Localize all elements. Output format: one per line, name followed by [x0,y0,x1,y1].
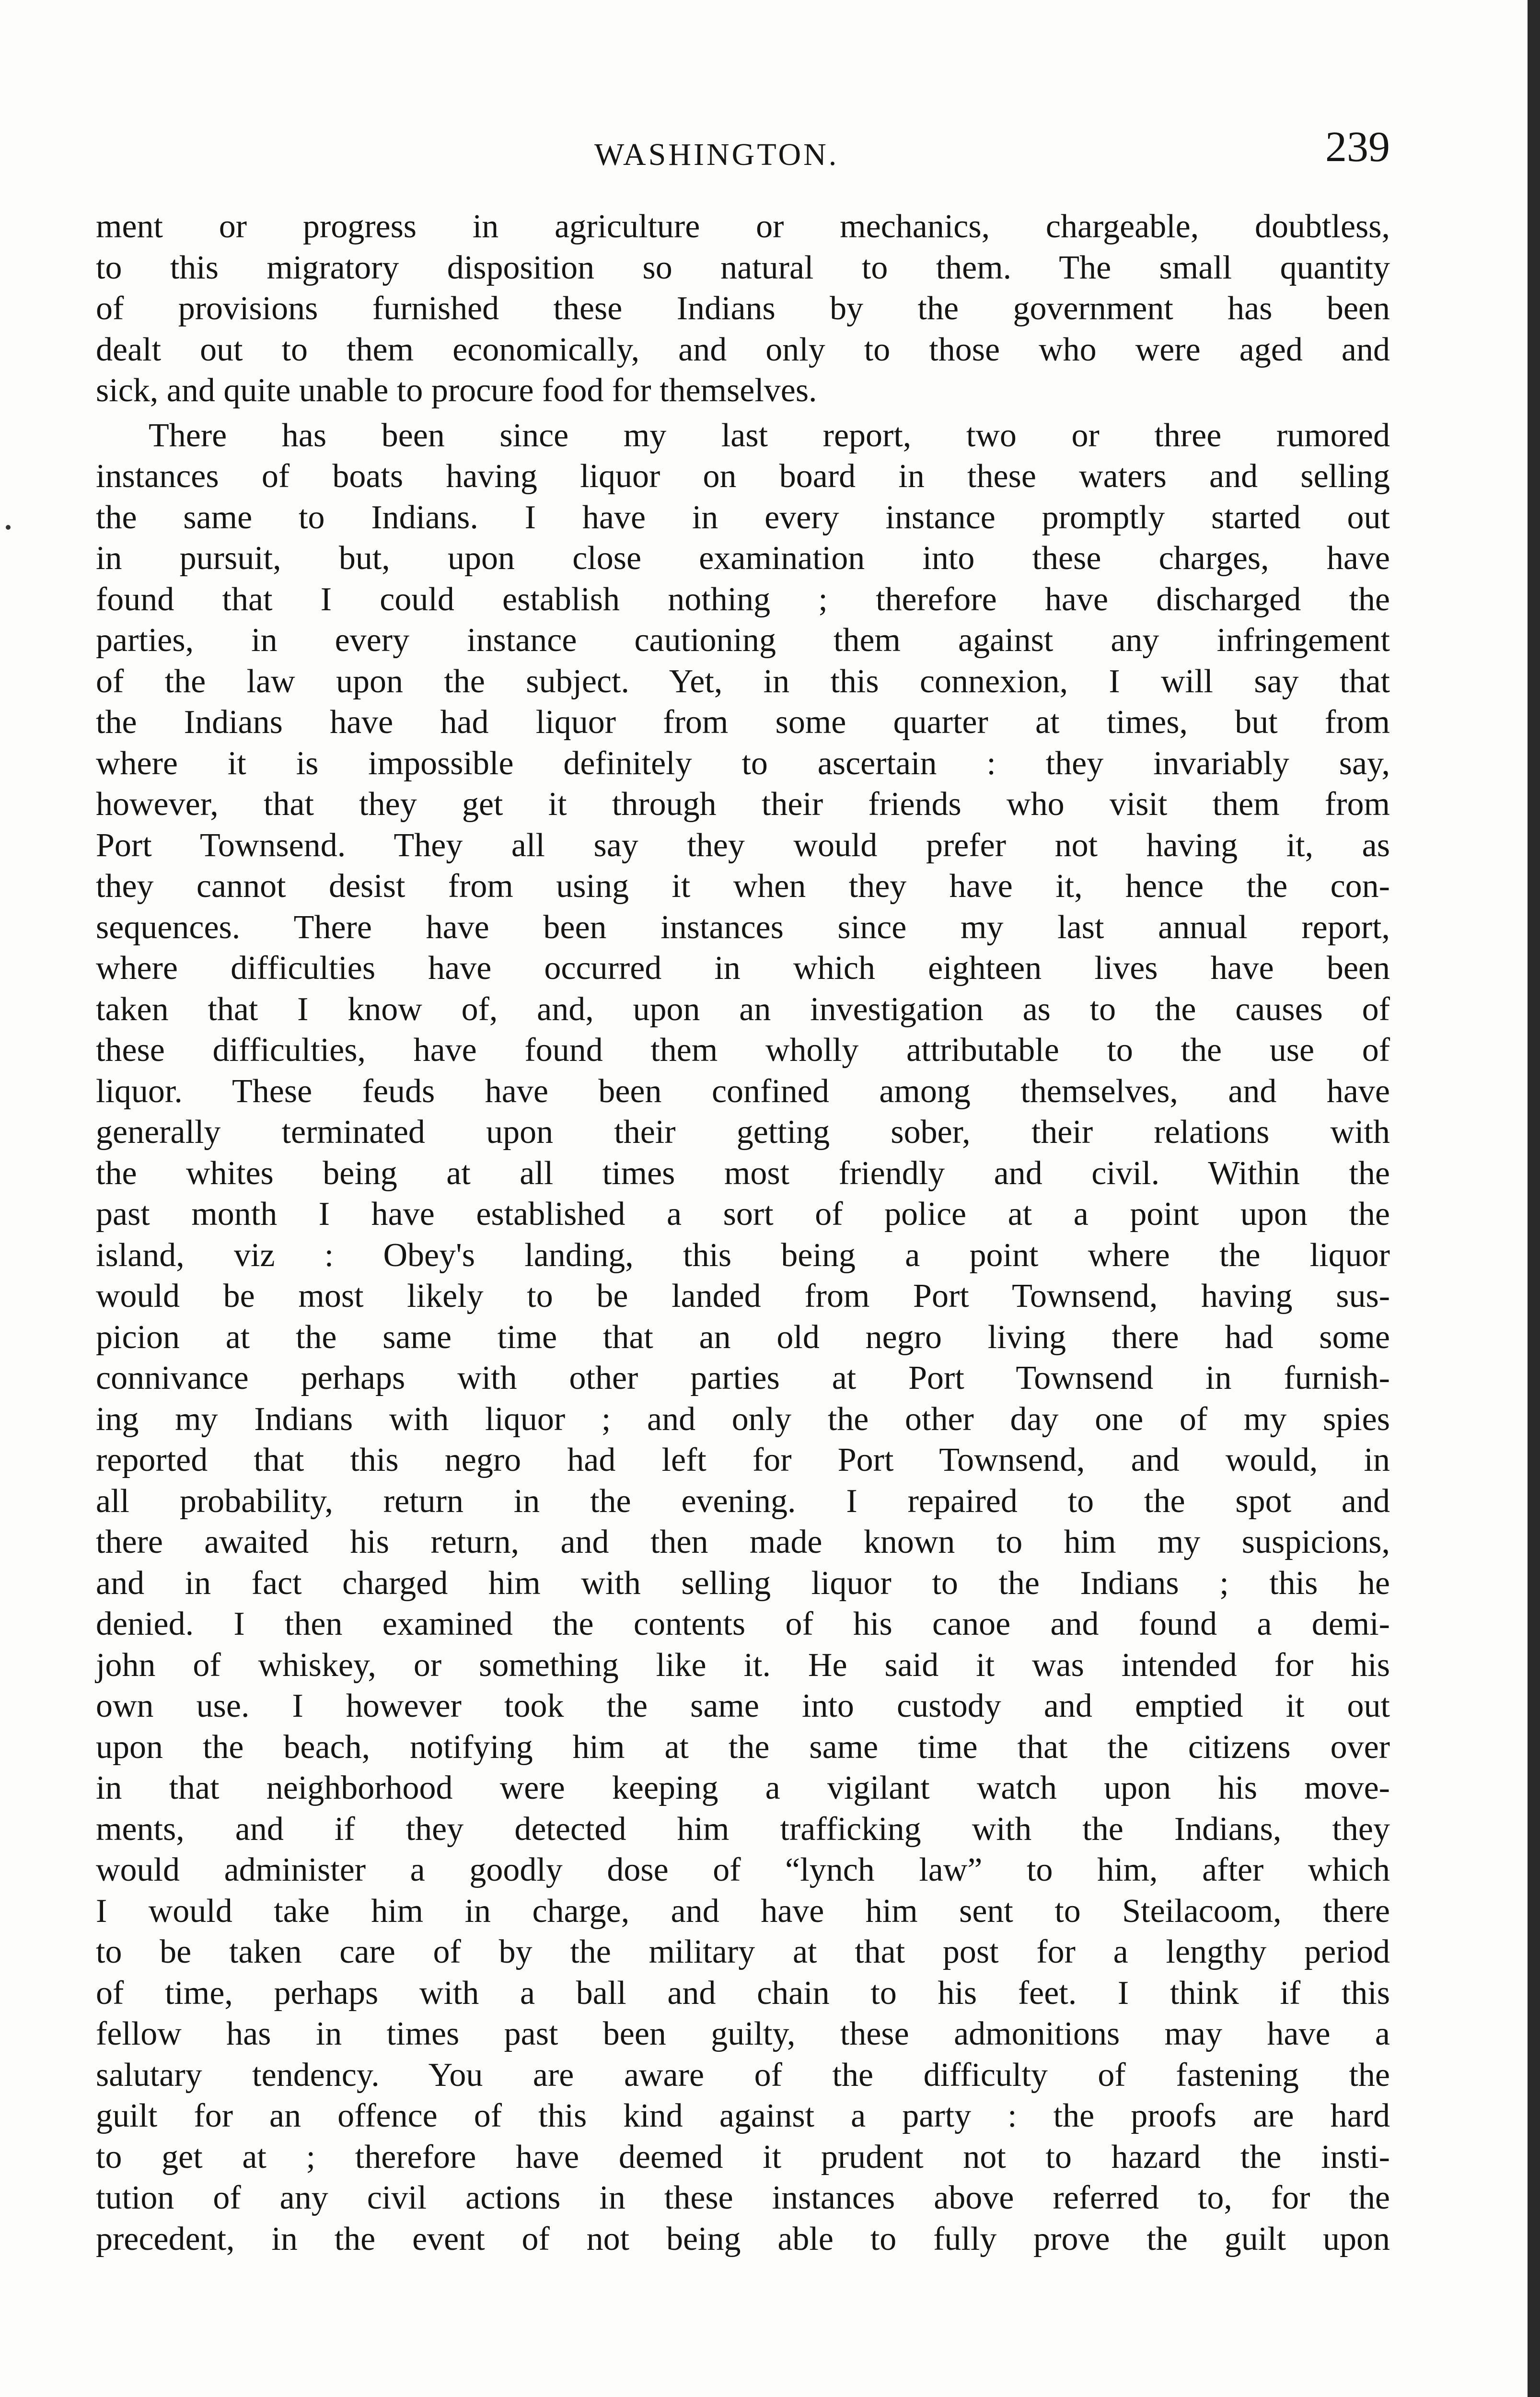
text-line: of time, perhaps with a ball and chain to his feet. I think if this [96,1974,1390,2012]
text-line: the Indians have had liquor from some quarter at times, but from [96,704,1390,741]
text-line: fellow has in times past been guilty, these admonitions may have a [96,2015,1390,2052]
text-line: There has been since my last report, two or three rumored [149,417,1390,454]
text-line: there awaited his return, and then made known to him my suspicions, [96,1524,1390,1560]
text-line: tution of any civil actions in these instances above referred to, for the [96,2179,1390,2216]
running-head [96,122,1390,185]
text-line: dealt out to them economically, and only to those who were aged and [96,331,1390,368]
text-line: ment or progress in agriculture or mechanics, chargeable, doubtless, [96,208,1390,245]
text-line: liquor. These feuds have been confined among themselves, and have [96,1072,1390,1110]
text-line: parties, in every instance cautioning them against any infringement [96,622,1390,659]
text-line: to this migratory disposition so natural to them. The small quantity [96,249,1390,286]
text-line: however, that they get it through their friends who visit them from [96,786,1390,823]
text-line: where difficulties have occurred in which eighteen lives have been [96,950,1390,987]
text-line: denied. I then examined the contents of his canoe and found a demi- [96,1606,1390,1642]
scan-border [1528,0,1540,2397]
scan-mark [6,525,11,530]
text-line: to be taken care of by the military at that post for a lengthy period [96,1933,1390,1970]
text-line: in pursuit, but, upon close examination into these charges, have [96,540,1390,577]
text-line: taken that I know of, and, upon an investigation as to the causes of [96,990,1390,1028]
text-line: island, viz : Obey's landing, this being a point where the liquor [96,1236,1390,1274]
text-line: all probability, return in the evening. I repaired to the spot and [96,1482,1390,1520]
text-line: I would take him in charge, and have him sent to Steilacoom, there [96,1892,1390,1930]
text-line: ments, and if they detected him trafficking with the Indians, they [96,1810,1390,1848]
text-line: guilt for an offence of this kind against a party : the proofs are hard [96,2097,1390,2134]
text-line: would administer a goodly dose of “lynch law” to him, after which [96,1851,1390,1888]
text-line: john of whiskey, or something like it. He said it was intended for his [96,1646,1390,1684]
text-line: found that I could establish nothing ; therefore have discharged the [96,581,1390,618]
text-line: own use. I however took the same into custody and emptied it out [96,1687,1390,1724]
paragraph-1 [96,206,1390,411]
text-line: sequences. There have been instances since my last annual report, [96,908,1390,946]
text-line: of provisions furnished these Indians by the government has been [96,290,1390,327]
text-line: past month I have established a sort of police at a point upon the [96,1196,1390,1233]
text-line: and in fact charged him with selling liquor to the Indians ; this he [96,1564,1390,1602]
text-line: picion at the same time that an old negro living there had some [96,1318,1390,1356]
text-line: ing my Indians with liquor ; and only the other day one of my spies [96,1400,1390,1438]
text-line: generally terminated upon their getting sober, their relations with [96,1114,1390,1151]
text-line: upon the beach, notifying him at the same time that the citizens over [96,1728,1390,1766]
running-title: WASHINGTON. [594,137,839,172]
text-line: would be most likely to be landed from Port Townsend, having sus- [96,1278,1390,1315]
text-line: these difficulties, have found them wholly attributable to the use of [96,1032,1390,1069]
page-number: 239 [1325,123,1390,171]
text-line: of the law upon the subject. Yet, in this connexion, I will say that [96,663,1390,700]
text-line: precedent, in the event of not being able to fully prove the guilt upon [96,2220,1390,2257]
paragraph-2 [96,415,1390,2260]
text-line: connivance perhaps with other parties at Port Townsend in furnish- [96,1360,1390,1396]
text-line: sick, and quite unable to procure food for themselves. [96,372,817,409]
text-line: the whites being at all times most friendly and civil. Within the [96,1154,1390,1192]
text-line: to get at ; therefore have deemed it prudent not to hazard the insti- [96,2138,1390,2176]
text-line: the same to Indians. I have in every instance promptly started out [96,499,1390,536]
text-line: reported that this negro had left for Port Townsend, and would, in [96,1442,1390,1478]
text-line: they cannot desist from using it when they have it, hence the con- [96,868,1390,905]
paragraph-gap [96,411,1390,415]
text-line: instances of boats having liquor on board in these waters and selling [96,458,1390,495]
text-line: in that neighborhood were keeping a vigilant watch upon his move- [96,1769,1390,1806]
text-line: salutary tendency. You are aware of the difficulty of fastening the [96,2056,1390,2094]
body-text [96,206,1390,2259]
text-line: where it is impossible definitely to ascertain : they invariably say, [96,745,1390,782]
text-line: Port Townsend. They all say they would prefer not having it, as [96,826,1390,864]
